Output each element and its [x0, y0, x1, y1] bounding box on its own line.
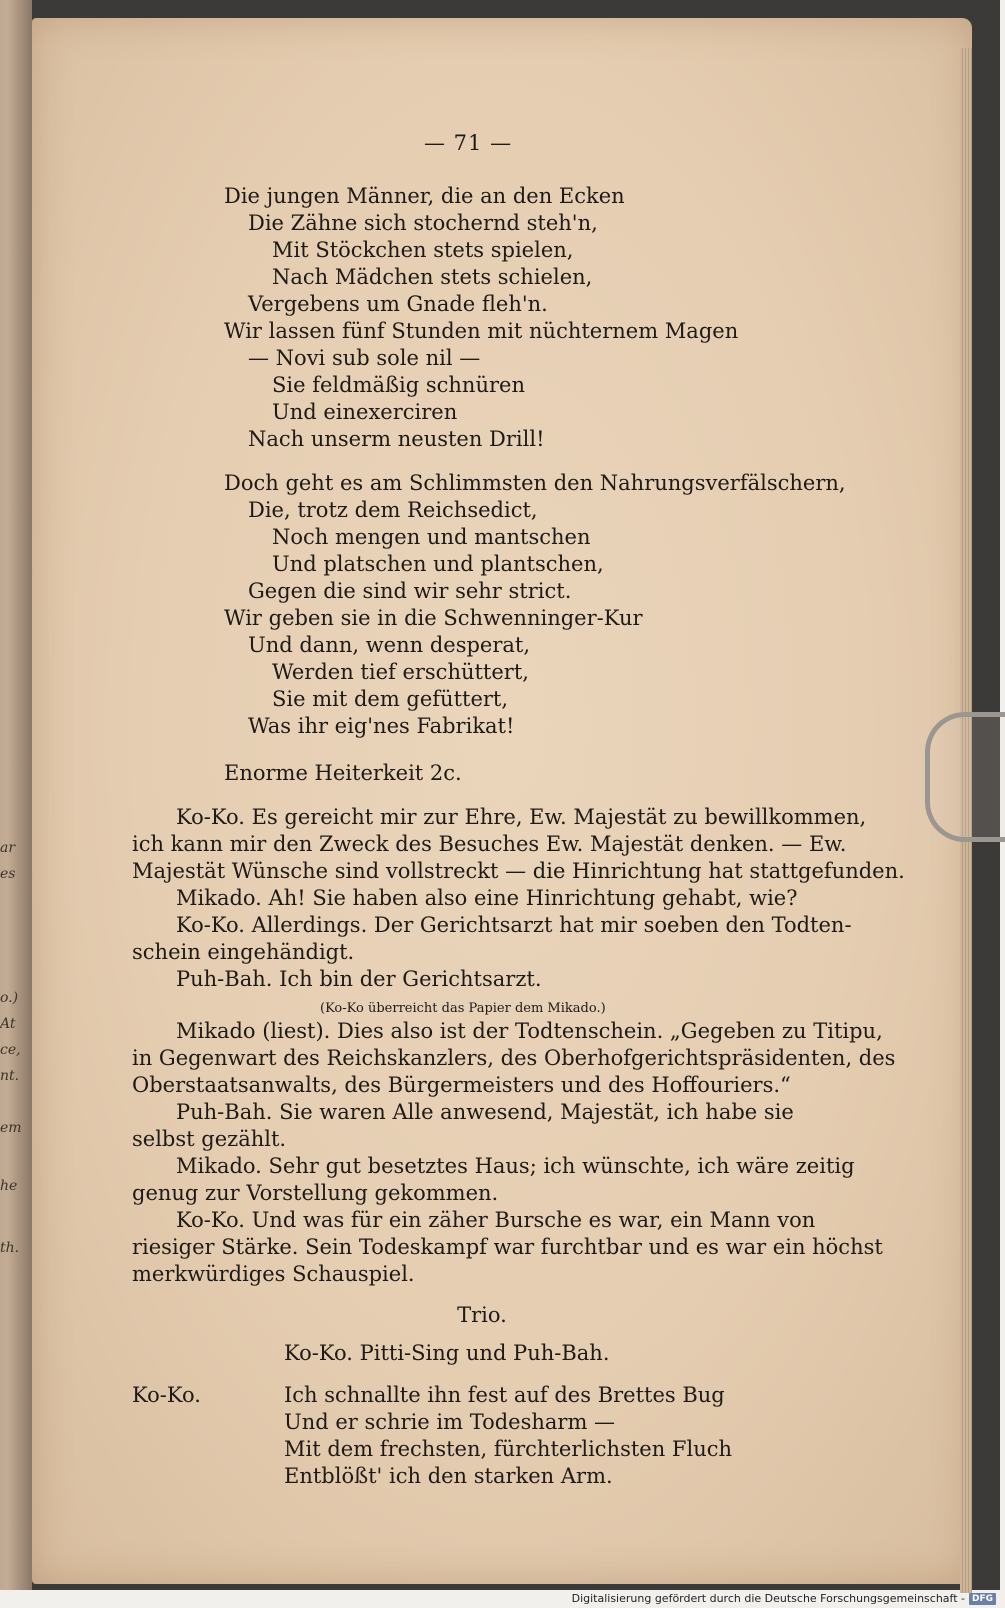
verse-line: Wir lassen fünf Stunden mit nüchternem Magen [224, 319, 739, 343]
verse-line: — Novi sub sole nil — [248, 346, 481, 370]
dialogue-line: Mikado. Sehr gut besetztes Haus; ich wünschte, ich wäre zeitig [176, 1154, 855, 1178]
verse-line: Doch geht es am Schlimmsten den Nahrungsverfälschern, [224, 471, 846, 495]
dialogue-line: genug zur Vorstellung gekommen. [132, 1181, 499, 1205]
verse-line: Sie feldmäßig schnüren [272, 373, 525, 397]
digitization-credit [572, 1590, 996, 1608]
dialogue-line: Majestät Wünsche sind vollstreckt — die Hinrichtung hat stattgefunden. [132, 859, 905, 883]
verse-line: Werden tief erschüttert, [272, 660, 529, 684]
dialogue-line: merkwürdiges Schauspiel. [132, 1262, 415, 1286]
verse-line: Die jungen Männer, die an den Ecken [224, 184, 625, 208]
dialogue-line: Puh-Bah. Ich bin der Gerichtsarzt. [176, 967, 542, 991]
verse-line: Nach Mädchen stets schielen, [272, 265, 593, 289]
dialogue-line: Puh-Bah. Sie waren Alle anwesend, Majestät, ich habe sie [176, 1100, 794, 1124]
facing-page-fragment: nt. [0, 1068, 20, 1084]
credit-text: Digitalisierung gefördert durch die Deutsche Forschungsgemeinschaft - [571, 1592, 965, 1605]
facing-page-fragment: em [0, 1120, 22, 1136]
dialogue-line: selbst gezählt. [132, 1127, 287, 1151]
verse-line: Mit Stöckchen stets spielen, [272, 238, 574, 262]
facing-page-fragment: he [0, 1178, 18, 1194]
dialogue-line: Mikado. Ah! Sie haben also eine Hinrichtung gehabt, wie? [176, 886, 798, 910]
dialogue-line: Mikado (liest). Dies also ist der Todtenschein. „Gegeben zu Titipu, [176, 1019, 883, 1043]
dialogue-line: Ko-Ko. Es gereicht mir zur Ehre, Ew. Majestät zu bewillkommen, [176, 805, 867, 829]
facing-page-edge [0, 0, 32, 1590]
verse-line: Und platschen und plantschen, [272, 552, 604, 576]
trio-speaker: Ko-Ko. [132, 1383, 201, 1407]
verse-line: Wir geben sie in die Schwenninger-Kur [224, 606, 643, 630]
facing-page-fragment: o.) [0, 990, 19, 1006]
page-clip [925, 712, 1005, 842]
dialogue-line: ich kann mir den Zweck des Besuches Ew. Majestät denken. — Ew. [132, 832, 847, 856]
verse-line: Noch mengen und mantschen [272, 525, 591, 549]
page-number: — 71 — [424, 131, 513, 155]
dialogue-line: schein eingehändigt. [132, 940, 355, 964]
trio-line: Und er schrie im Todesharm — [284, 1410, 616, 1434]
verse-line: Gegen die sind wir sehr strict. [248, 579, 572, 603]
verse-line: Die, trotz dem Reichsedict, [248, 498, 538, 522]
stage-note: Enorme Heiterkeit 2c. [224, 761, 462, 785]
dialogue-line: Ko-Ko. Und was für ein zäher Bursche es war, ein Mann von [176, 1208, 816, 1232]
facing-page-fragment: th. [0, 1240, 20, 1256]
trio-heading: Trio. [457, 1303, 507, 1327]
facing-page-fragment: ar [0, 840, 16, 856]
facing-page-fragment: ce, [0, 1042, 21, 1058]
facing-page-fragment: es [0, 866, 16, 882]
verse-line: Die Zähne sich stochernd steh'n, [248, 211, 598, 235]
trio-line: Ich schnallte ihn fest auf des Brettes Bug [284, 1383, 725, 1407]
trio-line: Mit dem frechsten, fürchterlichsten Fluch [284, 1437, 733, 1461]
verse-line: Was ihr eig'nes Fabrikat! [248, 714, 515, 738]
verse-line: Und einexerciren [272, 400, 458, 424]
verse-line: Sie mit dem gefüttert, [272, 687, 509, 711]
book-page [32, 18, 972, 1584]
verse-line: Und dann, wenn desperat, [248, 633, 531, 657]
trio-line: Entblößt' ich den starken Arm. [284, 1464, 613, 1488]
dfg-logo: DFG [969, 1593, 996, 1605]
dialogue-line: in Gegenwart des Reichskanzlers, des Oberhofgerichtspräsidenten, des [132, 1046, 896, 1070]
facing-page-fragment: At [0, 1016, 16, 1032]
trio-cast: Ko-Ko. Pitti-Sing und Puh-Bah. [284, 1341, 610, 1365]
dialogue-line: Oberstaatsanwalts, des Bürgermeisters und des Hoffouriers.“ [132, 1073, 791, 1097]
verse-line: Vergebens um Gnade fleh'n. [248, 292, 548, 316]
dialogue-line: riesiger Stärke. Sein Todeskampf war furchtbar und es war ein höchst [132, 1235, 883, 1259]
dialogue-line: Ko-Ko. Allerdings. Der Gerichtsarzt hat mir soeben den Todten- [176, 913, 852, 937]
stage-direction: (Ko-Ko überreicht das Papier dem Mikado.) [320, 1001, 606, 1016]
verse-line: Nach unserm neusten Drill! [248, 427, 545, 451]
